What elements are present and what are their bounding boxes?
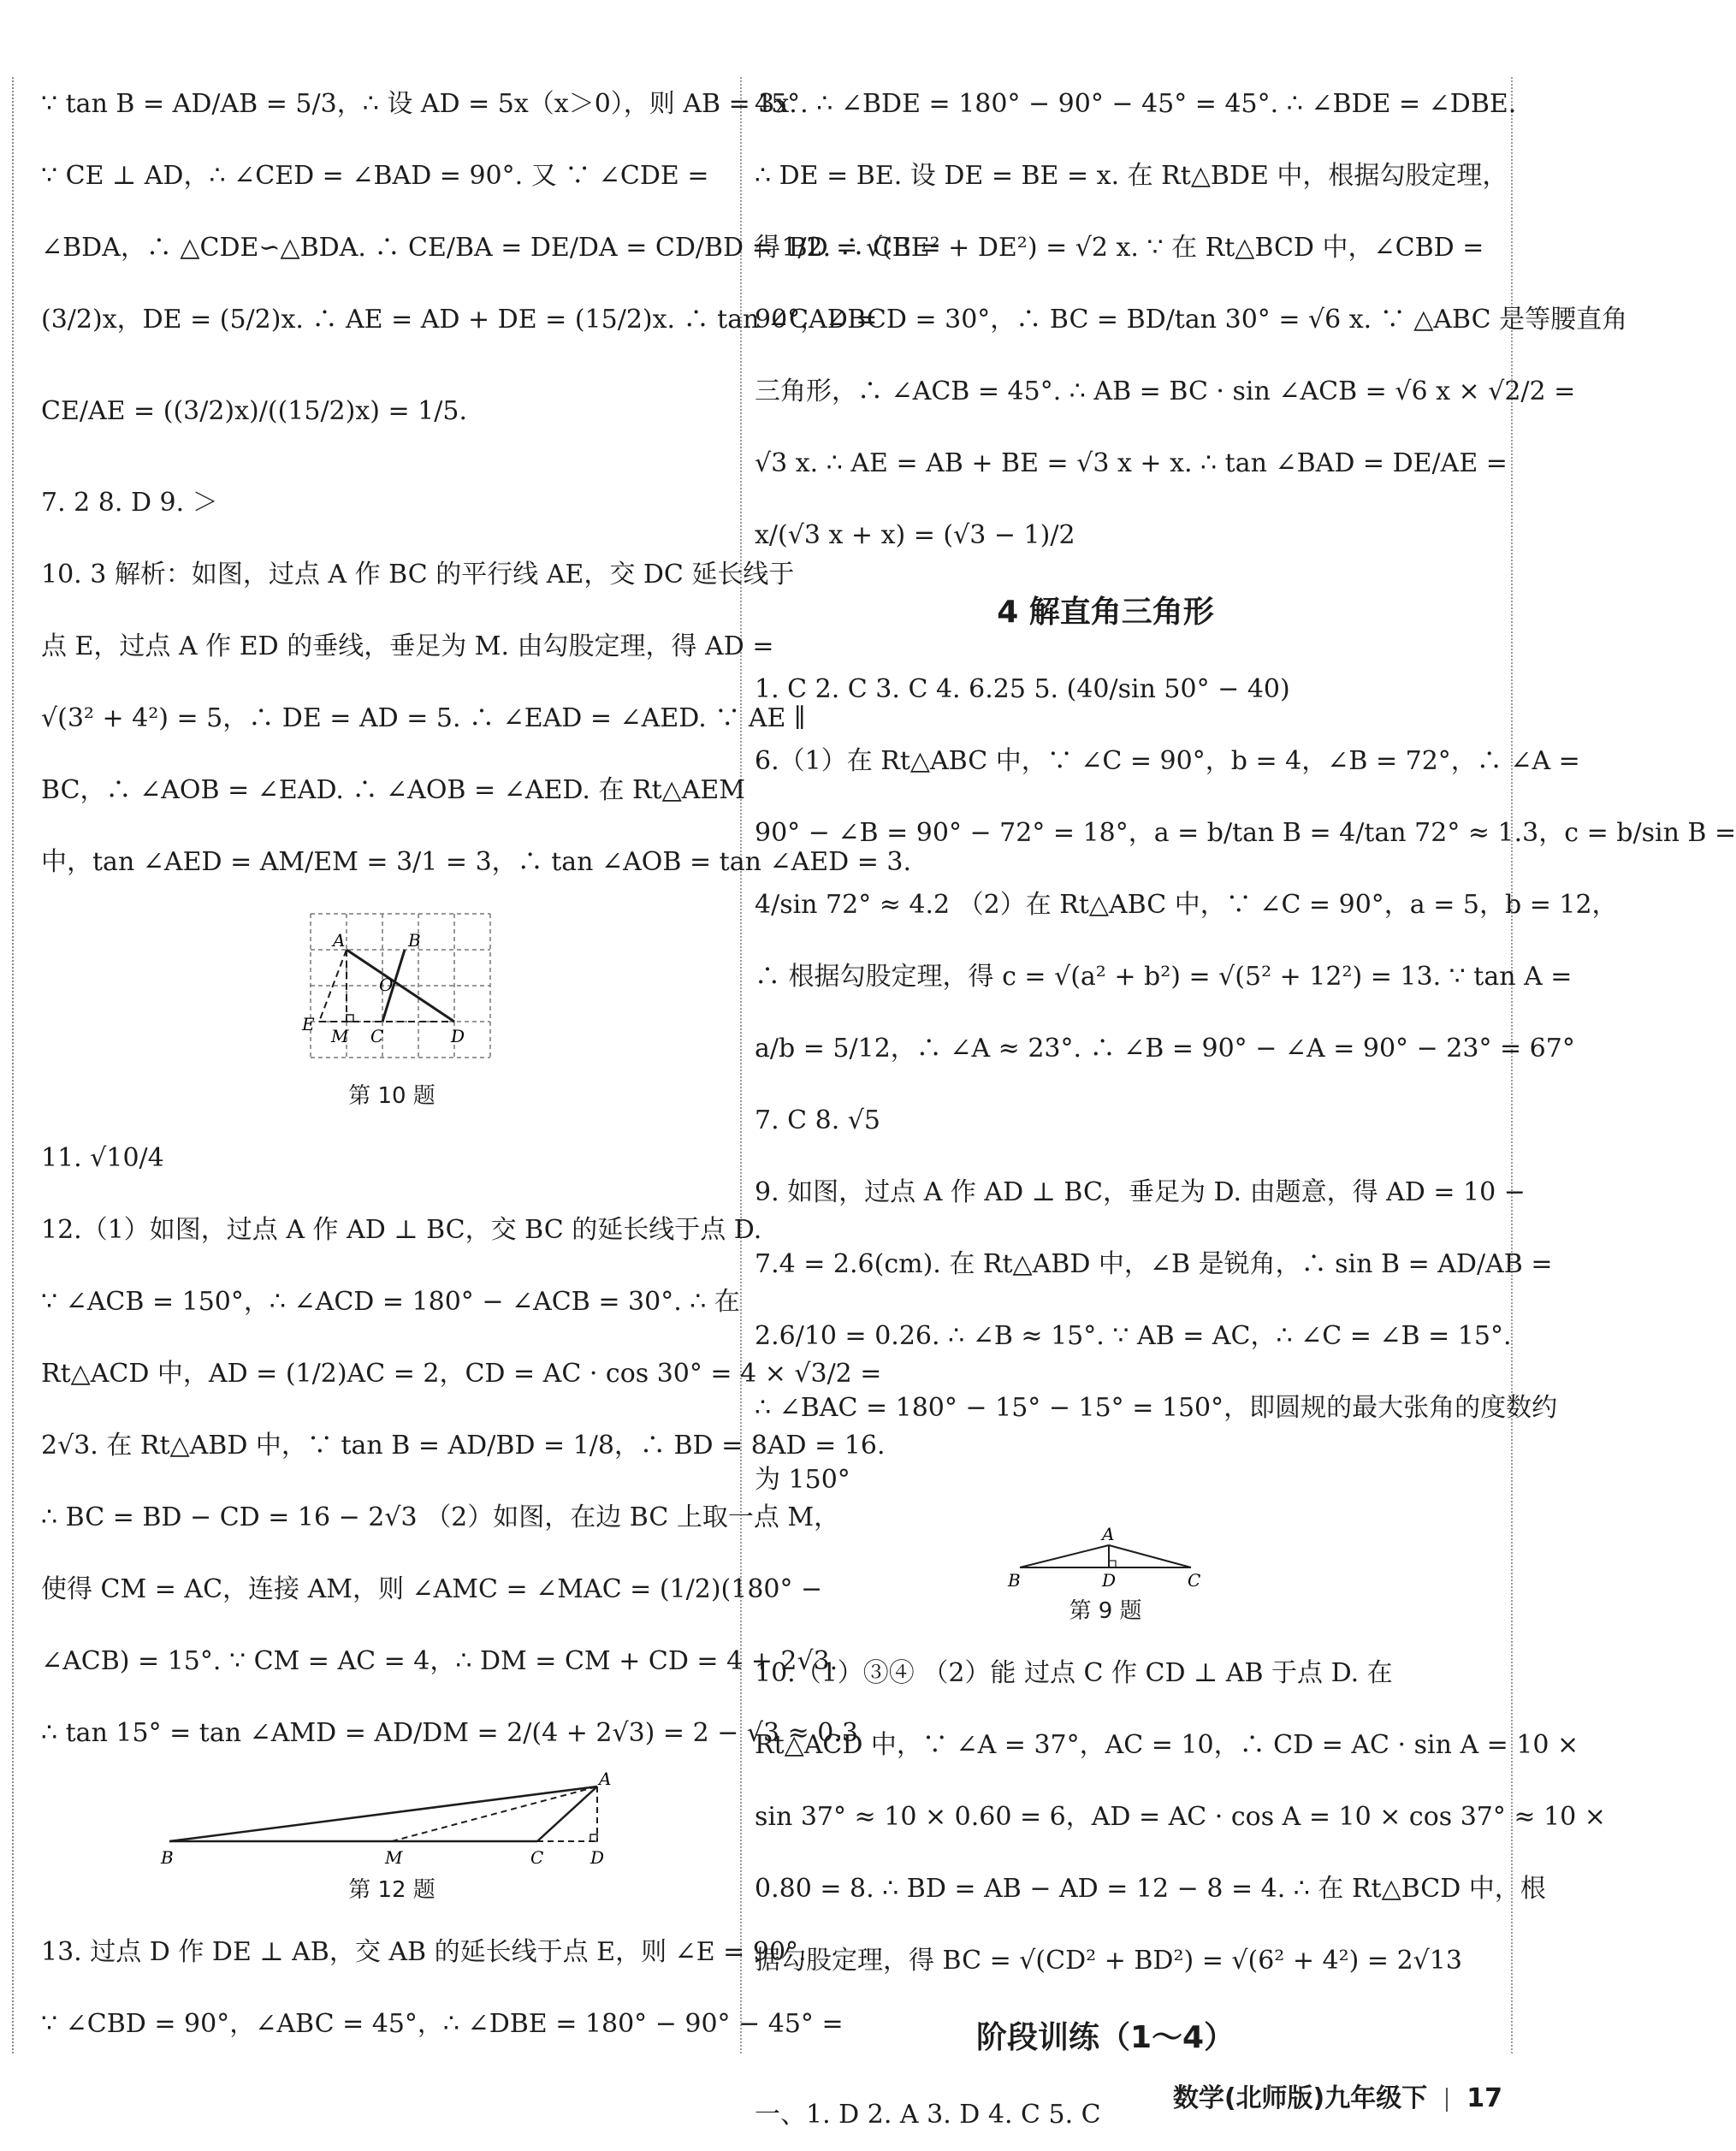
text-line: ∠BDA，∴ △CDE∽△BDA. ∴ CE/BA = DE/DA = CD/BD = 1/2. ∴ CE = [41, 233, 941, 263]
point-label: B [408, 930, 421, 951]
point-label: B [1008, 1570, 1021, 1591]
point-label: B [161, 1847, 174, 1868]
point-label: A [599, 1769, 612, 1789]
text-line: 得 BD = √(BE² + DE²) = √2 x. ∵ 在 Rt△BCD 中，∠CBD = [755, 233, 1484, 263]
page-footer [1173, 2077, 1502, 2114]
point-label: D [1102, 1570, 1117, 1591]
point-label: E [302, 1014, 315, 1034]
text-line: ∵ tan B = AD/AB = 5/3，∴ 设 AD = 5x（x＞0），则 AB = 3x. [41, 89, 797, 119]
answer-12: 12.（1）如图，过点 A 作 AD ⊥ BC，交 BC 的延长线于点 D. [41, 1215, 762, 1245]
figure-10-diagram [276, 905, 507, 1076]
answers-7-8: 7. C 8. √5 [755, 1105, 881, 1135]
section-title: 4 解直角三角形 [997, 595, 1214, 630]
text-line: ∵ CE ⊥ AD，∴ ∠CED = ∠BAD = 90°. 又 ∵ ∠CDE = [41, 161, 709, 191]
answer-11: 11. √10/4 [41, 1143, 164, 1173]
answer-9: 9. 如图，过点 A 作 AD ⊥ BC，垂足为 D. 由题意，得 AD = 10 − [755, 1177, 1526, 1207]
text-line: 4/sin 72° ≈ 4.2 （2）在 Rt△ABC 中，∵ ∠C = 90°，a = 5，b = 12， [755, 890, 1618, 920]
point-label: D [590, 1847, 605, 1868]
text-line: ∴ tan 15° = tan ∠AMD = AD/DM = 2/(4 + 2√3) = 2 − √3 ≈ 0.3 [41, 1718, 859, 1748]
text-line: 90° − ∠B = 90° − 72° = 18°，a = b/tan B = 4/tan 72° ≈ 1.3，c = b/sin B = [755, 818, 1736, 848]
point-label: M [331, 1026, 349, 1046]
stage-answers: 一、1. D 2. A 3. D 4. C 5. C [755, 2100, 1101, 2130]
figure-12 [41, 1769, 743, 1903]
text-line: 7.4 = 2.6(cm). 在 Rt△ABD 中，∠B 是锐角，∴ sin B = AD/AB = [755, 1249, 1553, 1279]
text-line: ∴ 根据勾股定理，得 c = √(a² + b²) = √(5² + 12²) = 13. ∵ tan A = [755, 962, 1573, 992]
answer-6: 6.（1）在 Rt△ABC 中，∵ ∠C = 90°，b = 4，∠B = 72°，∴ ∠A = [755, 746, 1580, 776]
text-line: sin 37° ≈ 10 × 0.60 = 6，AD = AC · cos A = 10 × cos 37° ≈ 10 × [755, 1802, 1606, 1832]
point-label: C [530, 1847, 544, 1868]
text-line: ∴ BC = BD − CD = 16 − 2√3 （2）如图，在边 BC 上取一点 M， [41, 1502, 840, 1532]
figure-10 [41, 905, 743, 1107]
text-line: ∴ ∠BAC = 180° − 15° − 15° = 150°，即圆规的最大张角的度数约 [755, 1393, 1558, 1423]
answers-1-5: 1. C 2. C 3. C 4. 6.25 5. (40/sin 50° − 40) [755, 674, 1290, 704]
text-line: BC，∴ ∠AOB = ∠EAD. ∴ ∠AOB = ∠AED. 在 Rt△AEM [41, 775, 745, 805]
figure-12-diagram [152, 1769, 631, 1870]
text-line: Rt△ACD 中，∵ ∠A = 37°，AC = 10，∴ CD = AC · sin A = 10 × [755, 1730, 1579, 1760]
text-line: ∠ACB) = 15°. ∵ CM = AC = 4，∴ DM = CM + CD = 4 + 2√3. [41, 1646, 838, 1676]
text-line: 45°. ∴ ∠BDE = 180° − 90° − 45° = 45°. ∴ ∠BDE = ∠DBE. [755, 89, 1517, 119]
text-line: 2.6/10 = 0.26. ∴ ∠B ≈ 15°. ∵ AB = AC，∴ ∠C = ∠B = 15°. [755, 1321, 1512, 1351]
figure-caption: 第 12 题 [348, 1877, 435, 1903]
figure-9-diagram [1003, 1523, 1208, 1591]
point-label: M [385, 1847, 403, 1868]
point-label: A [1102, 1524, 1115, 1544]
text-line: 三角形，∴ ∠ACB = 45°. ∴ AB = BC · sin ∠ACB = √6 x × √2/2 = [755, 376, 1576, 406]
point-label: C [370, 1026, 384, 1046]
point-label: D [451, 1026, 465, 1046]
answer-13: 13. 过点 D 作 DE ⊥ AB，交 AB 的延长线于点 E，则 ∠E = 90°. [41, 1937, 807, 1967]
text-line: (3/2)x，DE = (5/2)x. ∴ AE = AD + DE = (15/2)x. ∴ tan ∠CAD = [41, 305, 878, 335]
text-line: ∴ DE = BE. 设 DE = BE = x. 在 Rt△BDE 中，根据勾股定理， [755, 161, 1508, 191]
answer-10: 10. 3 解析：如图，过点 A 作 BC 的平行线 AE，交 DC 延长线于 [41, 560, 795, 590]
footer-divider [1446, 2088, 1448, 2112]
text-line: 使得 CM = AC，连接 AM，则 ∠AMC = ∠MAC = (1/2)(180° − [41, 1574, 823, 1604]
text-line: a/b = 5/12，∴ ∠A ≈ 23°. ∴ ∠B = 90° − ∠A = 90° − 23° = 67° [755, 1034, 1575, 1064]
figure-caption: 第 9 题 [1069, 1598, 1142, 1624]
point-label: C [1188, 1570, 1201, 1591]
text-line: ∵ ∠ACB = 150°，∴ ∠ACD = 180° − ∠ACB = 30°. ∴ 在 [41, 1287, 740, 1317]
answer-10: 10.（1）③④ （2）能 过点 C 作 CD ⊥ AB 于点 D. 在 [755, 1658, 1393, 1688]
text-line: 2√3. 在 Rt△ABD 中，∵ tan B = AD/BD = 1/8，∴ BD = 8AD = 16. [41, 1431, 886, 1461]
left-margin-rule [12, 77, 14, 2053]
text-line: CE/AE = ((3/2)x)/((15/2)x) = 1/5. [41, 396, 467, 426]
text-line: 0.80 = 8. ∴ BD = AB − AD = 12 − 8 = 4. ∴ 在 Rt△BCD 中，根 [755, 1874, 1546, 1904]
text-line: 为 150° [755, 1465, 850, 1495]
text-line: 90°，∠BCD = 30°，∴ BC = BD/tan 30° = √6 x. ∵ △ABC 是等腰直角 [755, 305, 1628, 335]
point-label: A [333, 930, 346, 951]
page-number: 17 [1466, 2083, 1502, 2113]
answer-7-9: 7. 2 8. D 9. ＞ [41, 488, 218, 518]
figure-9 [755, 1523, 1456, 1622]
point-label: O [379, 975, 394, 995]
text-line: 据勾股定理，得 BC = √(CD² + BD²) = √(6² + 4²) = 2√13 [755, 1946, 1462, 1976]
book-title: 数学(北师版)九年级下 [1172, 2083, 1428, 2113]
text-line: 点 E，过点 A 作 ED 的垂线，垂足为 M. 由勾股定理，得 AD = [41, 631, 774, 661]
text-line: x/(√3 x + x) = (√3 − 1)/2 [755, 520, 1075, 550]
text-line: 中，tan ∠AED = AM/EM = 3/1 = 3，∴ tan ∠AOB = tan ∠AED = 3. [41, 847, 912, 877]
text-line: ∵ ∠CBD = 90°，∠ABC = 45°，∴ ∠DBE = 180° − 90° − 45° = [41, 2009, 844, 2039]
section-title: 阶段训练（1～4） [975, 2020, 1235, 2055]
text-line: √(3² + 4²) = 5，∴ DE = AD = 5. ∴ ∠EAD = ∠AED. ∵ AE ∥ [41, 703, 806, 733]
figure-caption: 第 10 题 [348, 1083, 435, 1109]
text-line: √3 x. ∴ AE = AB + BE = √3 x + x. ∴ tan ∠BAD = DE/AE = [755, 448, 1508, 478]
text-line: Rt△ACD 中，AD = (1/2)AC = 2，CD = AC · cos 30° = 4 × √3/2 = [41, 1359, 882, 1389]
